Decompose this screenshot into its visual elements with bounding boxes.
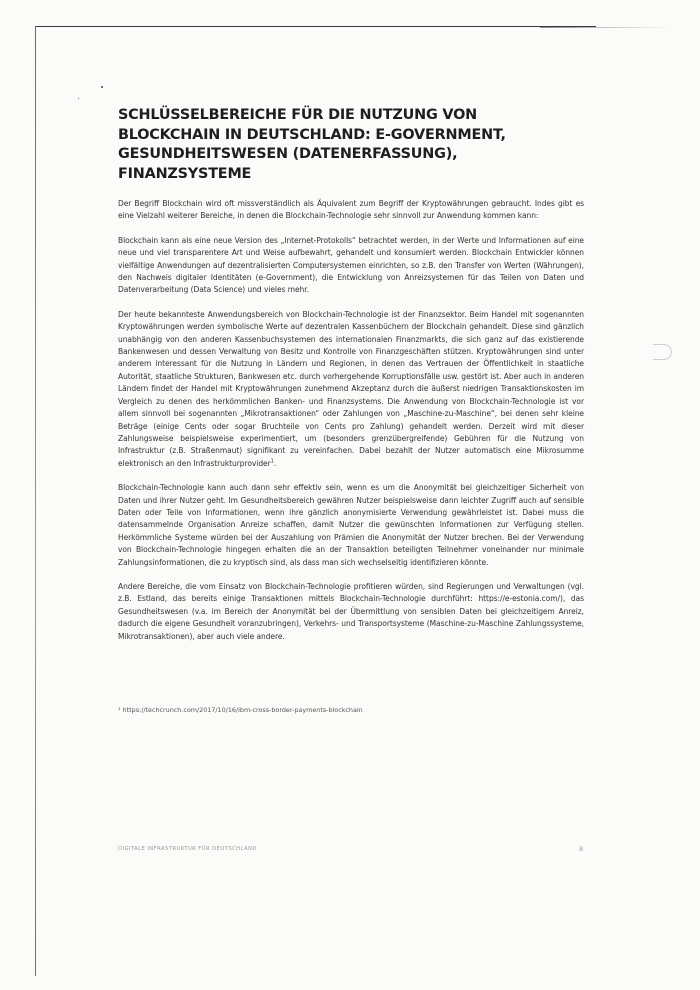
scan-edge-mark <box>653 344 672 360</box>
footnote-reference: 1 <box>270 458 274 465</box>
footer-label: DIGITALE INFRASTRUKTUR FÜR DEUTSCHLAND <box>118 846 257 852</box>
paragraph-2: Blockchain kann als eine neue Version des „Internet-Protokolls“ betrachtet werden, in der Werte und Informationen auf eine neue und viel transparentere Art und Weise aufbewahrt, gehandelt und konsumiert werden. Blockchain Entwickler können vielfältige Anwendungen auf dezentralisierten Computersystemen einrichten, so z.B. den Transfer von Werten (Währungen), den Nachweis digitaler Identitäten (e-Government), die Entwicklung von Anreizsystemen für das Teilen von Daten und Datenverarbeitung (Data Science) und vieles mehr. <box>118 235 584 295</box>
paragraph-3-text: Der heute bekannteste Anwendungsbereich von Blockchain-Technologie ist der Finanzsektor. Beim Handel mit sogenannten Kryptowährungen werden symbolische Werte auf dezentralen Kassenbüchern der Blockchain gehandelt. Diese sind gänzlich unabhängig von den anderen Kassenbuchsystemen des internationalen Finanzmarkts, die sich ganz auf das existierende Bankenwesen und dessen Verwaltung von Besitz und Kontrolle von Finanzgeschäften stützen. Kryptowährungen sind unter anderem interessant für die Nutzung in Ländern und Regionen, in denen das Vertrauen der Öffentlichkeit in staatliche Autorität, staatliche Strukturen, Bankwesen etc. durch vorhergehende Korruptionsfälle usw. gestört ist. Aber auch in anderen Ländern findet der Handel mit Kryptowährungen zunehmend Akzeptanz durch die äußerst niedrigen Transaktionskosten im Vergleich zu denen des herkömmlichen Banken- und Finanzsystems. Die Anwendung von Blockchain-Technologie ist vor allem sinnvoll bei sogenannten „Mikrotransaktionen“ oder Zahlungen von „Maschine-zu-Maschine“, bei denen sehr kleine Beträge (einige Cents oder sogar Bruchteile von Cents pro Zahlung) gehandelt werden. Derzeit wird mit dieser Zahlungsweise beispielsweise experimentiert, um (besonders grenzübergreifende) Gebühren für die Nutzung von Infrastruktur (z.B. Straßenmaut) signifikant zu vereinfachen. Dabei bezahlt der Nutzer automatisch eine Mikrosumme elektronisch an den Infrastrukturprovider <box>118 309 584 468</box>
paragraph-5: Andere Bereiche, die vom Einsatz von Blockchain-Technologie profitieren würden, sind Regierungen und Verwaltungen (vgl. z.B. Estland, das bereits einige Transaktionen mittels Blockchain-Technologie durchführt: https://e-estonia.com/), das Gesundheitswesen (v.a. im Bereich der Anonymität bei der Übermittlung von sensiblen Daten bei gleichzeitigem Anreiz, dadurch die eigene Gesundheit voranzubringen), Verkehrs- und Transportsysteme (Maschine-zu-Maschine Zahlungssysteme, Mikrotransaktionen), aber auch viele andere. <box>118 581 584 641</box>
top-border-line <box>36 26 596 27</box>
page-number: 8 <box>579 845 584 853</box>
paragraph-1: Der Begriff Blockchain wird oft missverständlich als Äquivalent zum Begriff der Kryptowährungen gebraucht. Indes gibt es eine Vielzahl weiterer Bereiche, in denen die Blockchain-Technologie sehr sinnvoll zur Anwendung kommen kann: <box>118 199 584 221</box>
paragraph-3 <box>118 309 584 470</box>
paragraph-3-end: . <box>273 458 277 468</box>
left-border-line <box>35 26 36 976</box>
page-title: SCHLÜSSELBEREICHE FÜR DIE NUTZUNG VON BLOCKCHAIN IN DEUTSCHLAND: E-GOVERNMENT, GESUNDHEITSWESEN (DATENERFASSUNG), FINANZSYSTEME <box>118 107 506 182</box>
scan-speck <box>101 86 103 88</box>
top-border-fade <box>540 27 670 28</box>
scan-speck <box>78 98 79 99</box>
footnote: ¹ https://techcrunch.com/2017/10/16/ibm-cross-border-payments-blockchain <box>118 706 363 714</box>
paragraph-4: Blockchain-Technologie kann auch dann sehr effektiv sein, wenn es um die Anonymität bei gleichzeitiger Sicherheit von Daten und ihrer Nutzer geht. Im Gesundheitsbereich gewähren Nutzer beispielsweise dann leichter Zugriff auch auf sensible Daten oder Teile von Informationen, wenn ihre gänzlich anonymisierte Verwendung gewährleistet ist. Dabei muss die datensammelnde Organisation Anreize schaffen, damit Nutzer die gewünschten Informationen zur Verfügung stellen. Herkömmliche Systeme würden bei der Auszahlung von Prämien die Anonymität der Nutzer brechen. Bei der Verwendung von Blockchain-Technologie hingegen erhalten die an der Transaktion beteiligten Teilnehmer voneinander nur minimale Zahlungsinformationen, die zu kryptisch sind, als dass man sich wechselseitig identifizieren könnte. <box>118 483 584 567</box>
body-text <box>118 198 584 655</box>
